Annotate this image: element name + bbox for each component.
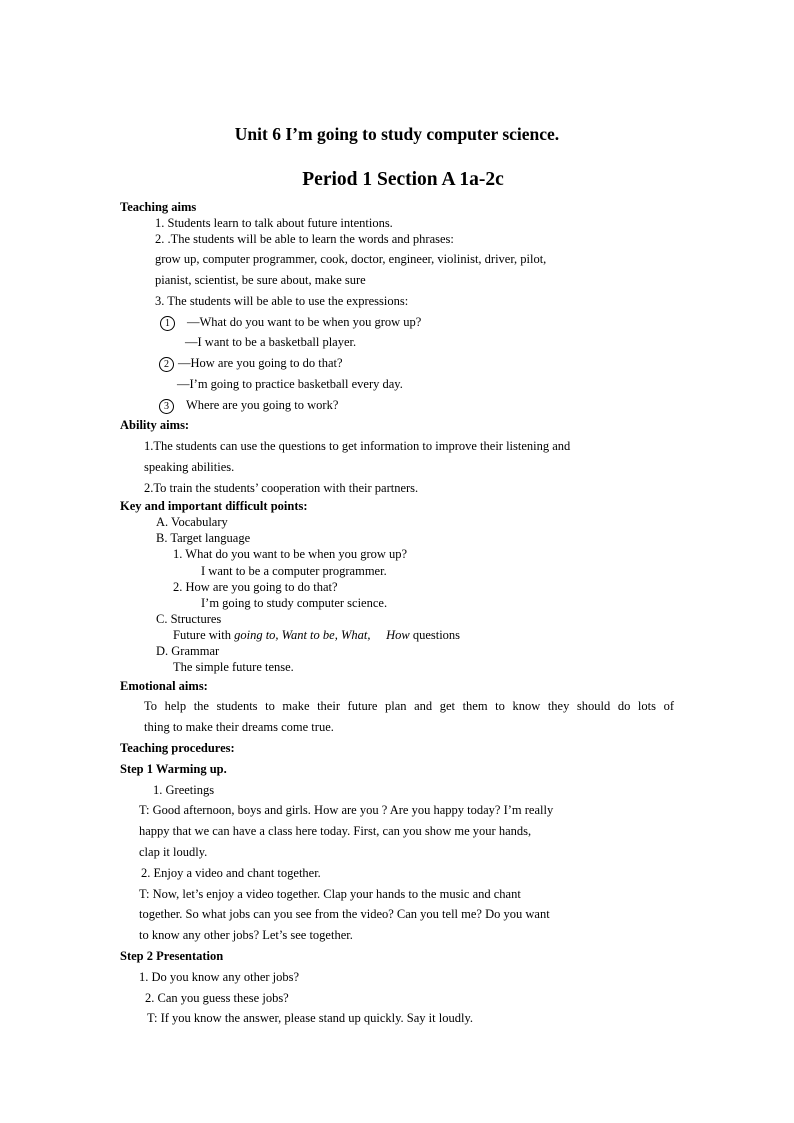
key-points-heading: Key and important difficult points: bbox=[120, 499, 308, 513]
circled-number-3: 3 bbox=[159, 399, 174, 414]
emotional-aims-line-2: thing to make their dreams come true. bbox=[144, 720, 334, 734]
key-point-c-detail bbox=[173, 627, 460, 643]
expression-1-answer: —I want to be a basketball player. bbox=[185, 335, 357, 349]
step-1-item-1: 1. Greetings bbox=[153, 783, 215, 797]
structures-suffix: questions bbox=[409, 628, 461, 642]
vocabulary-words-line-1: grow up, computer programmer, cook, doctor, engineer, violinist, driver, pilot, bbox=[155, 252, 547, 266]
step-2-teacher-line-1: T: If you know the answer, please stand up quickly. Say it loudly. bbox=[147, 1011, 474, 1025]
structures-italic: going to, Want to be, What, bbox=[234, 628, 371, 642]
teaching-aim-2-text: The students will be able to learn the words and phrases: bbox=[170, 232, 454, 246]
expression-1 bbox=[160, 314, 421, 331]
teaching-aim-1: 1. Students learn to talk about future intentions. bbox=[155, 216, 393, 230]
step-2-item-2: 2. Can you guess these jobs? bbox=[145, 991, 289, 1005]
key-point-d-detail: The simple future tense. bbox=[173, 660, 294, 674]
teaching-aim-2-number: 2. . bbox=[155, 232, 171, 246]
step-2-heading: Step 2 Presentation bbox=[120, 949, 224, 963]
teaching-aim-2 bbox=[155, 231, 454, 247]
ability-aims-heading: Ability aims: bbox=[120, 418, 190, 432]
expression-3-question: Where are you going to work? bbox=[186, 398, 339, 412]
emotional-aims-line-1: To help the students to make their future plan and get them to know they should do lots of bbox=[144, 699, 674, 713]
key-point-b-2-answer: I’m going to study computer science. bbox=[201, 596, 388, 610]
expression-2-question: —How are you going to do that? bbox=[178, 356, 343, 370]
vocabulary-words-line-2: pianist, scientist, be sure about, make sure bbox=[155, 273, 366, 287]
circled-number-1: 1 bbox=[160, 316, 175, 331]
teaching-aims-heading: Teaching aims bbox=[120, 200, 197, 214]
key-point-c: C. Structures bbox=[156, 612, 222, 626]
ability-aim-1-line-1: 1.The students can use the questions to get information to improve their listening and bbox=[144, 439, 571, 453]
ability-aim-2: 2.To train the students’ cooperation with their partners. bbox=[144, 481, 419, 495]
key-point-a: A. Vocabulary bbox=[156, 515, 228, 529]
step-1-teacher-line-2: happy that we can have a class here today. First, can you show me your hands, bbox=[139, 824, 532, 838]
expression-2-answer: —I’m going to practice basketball every day. bbox=[177, 377, 403, 391]
emotional-aims-heading: Emotional aims: bbox=[120, 679, 208, 693]
step-1-teacher-line-1: T: Good afternoon, boys and girls. How are you ? Are you happy today? I’m really bbox=[139, 803, 554, 817]
ability-aim-1-line-2: speaking abilities. bbox=[144, 460, 235, 474]
key-point-b-2: 2. How are you going to do that? bbox=[173, 580, 338, 594]
key-point-b-1-answer: I want to be a computer programmer. bbox=[201, 564, 387, 578]
key-point-b-1: 1. What do you want to be when you grow up? bbox=[173, 547, 408, 561]
circled-number-2: 2 bbox=[159, 357, 174, 372]
step-2-item-1: 1. Do you know any other jobs? bbox=[139, 970, 300, 984]
step-1-heading: Step 1 Warming up. bbox=[120, 762, 227, 776]
teaching-procedures-heading: Teaching procedures: bbox=[120, 741, 235, 755]
structures-italic-how: How bbox=[386, 628, 410, 642]
expression-3 bbox=[159, 397, 338, 414]
key-point-d: D. Grammar bbox=[156, 644, 220, 658]
teaching-aim-3: 3. The students will be able to use the expressions: bbox=[155, 294, 409, 308]
step-1-teacher-line-5: together. So what jobs can you see from the video? Can you tell me? Do you want bbox=[139, 907, 550, 921]
step-1-teacher-line-4: T: Now, let’s enjoy a video together. Clap your hands to the music and chant bbox=[139, 887, 521, 901]
step-1-teacher-line-3: clap it loudly. bbox=[139, 845, 208, 859]
document-title: Unit 6 I’m going to study computer science. bbox=[234, 124, 560, 144]
key-point-b: B. Target language bbox=[156, 531, 251, 545]
structures-gap bbox=[370, 628, 386, 642]
structures-prefix: Future with bbox=[173, 628, 235, 642]
document-subtitle: Period 1 Section A 1a-2c bbox=[302, 169, 504, 190]
step-1-teacher-line-6: to know any other jobs? Let’s see together. bbox=[139, 928, 353, 942]
expression-2 bbox=[159, 355, 343, 372]
step-1-item-2: 2. Enjoy a video and chant together. bbox=[141, 866, 321, 880]
expression-1-question: —What do you want to be when you grow up? bbox=[187, 315, 422, 329]
